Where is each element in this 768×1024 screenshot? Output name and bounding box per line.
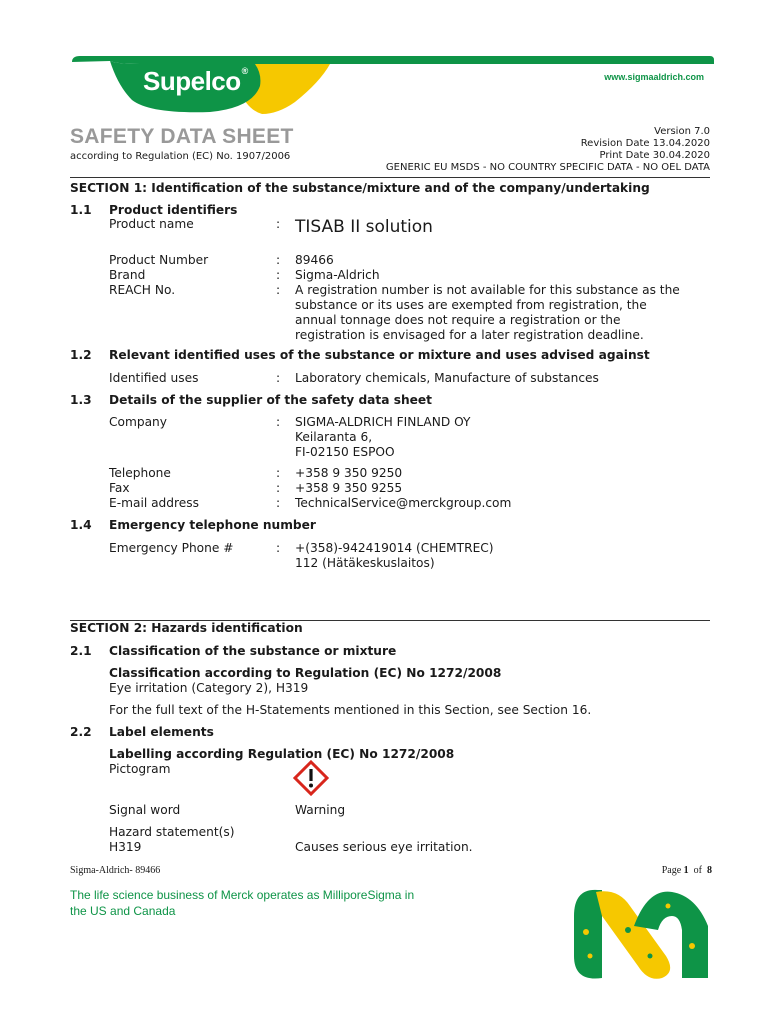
h319-label: H319 [109, 840, 142, 854]
version-block [386, 126, 710, 174]
merck-line: the US and Canada [70, 904, 176, 918]
colon: : [276, 496, 281, 510]
emergency-line[interactable]: +(358)-942419014 (CHEMTREC) [295, 541, 494, 555]
brand-logo [143, 66, 248, 97]
s1-1-num: 1.1 [70, 203, 92, 217]
website-link[interactable]: www.sigmaaldrich.com [604, 72, 704, 82]
version: Version 7.0 [654, 126, 710, 137]
s2-1-num: 2.1 [70, 644, 92, 658]
s2-1-title: Classification of the substance or mixture [109, 644, 397, 658]
hazard-statements-label: Hazard statement(s) [109, 825, 235, 839]
s2-2-title: Label elements [109, 725, 214, 739]
s1-4-num: 1.4 [70, 518, 92, 532]
brand-value: Sigma-Aldrich [295, 268, 380, 282]
labelling-heading: Labelling according Regulation (EC) No 1272/2008 [109, 747, 455, 761]
classification-heading: Classification according to Regulation (EC) No 1272/2008 [109, 666, 502, 680]
divider [70, 177, 710, 178]
section1-title: SECTION 1: Identification of the substance/mixture and of the company/undertaking [70, 181, 650, 195]
emergency-value [295, 541, 494, 571]
product-number-label: Product Number [109, 253, 209, 267]
product-number-value: 89466 [295, 253, 334, 267]
merck-line: The life science business of Merck operates as MilliporeSigma in [70, 888, 415, 902]
reach-line: substance or its uses are exempted from registration, the [295, 298, 647, 312]
uses-label: Identified uses [109, 371, 199, 385]
footer-product-ref: Sigma-Aldrich- 89466 [70, 865, 161, 876]
reach-line: registration is envisaged for a later registration deadline. [295, 328, 644, 342]
company-line: SIGMA-ALDRICH FINLAND OY [295, 415, 471, 429]
brand-label: Brand [109, 268, 146, 282]
signal-word-label: Signal word [109, 803, 181, 817]
product-name-label: Product name [109, 217, 194, 231]
reach-label: REACH No. [109, 283, 176, 297]
logo-mark: ® [241, 66, 248, 76]
s1-4-title: Emergency telephone number [109, 518, 316, 532]
header-banner [0, 52, 768, 118]
page-total: 8 [707, 865, 712, 876]
company-line: Keilaranta 6, [295, 430, 373, 444]
s1-2-num: 1.2 [70, 348, 92, 362]
product-name-value: TISAB II solution [295, 217, 433, 237]
exclamation-pictogram-icon [293, 760, 329, 796]
full-text-note: For the full text of the H-Statements mentioned in this Section, see Section 16. [109, 703, 592, 717]
generic-note: GENERIC EU MSDS - NO COUNTRY SPECIFIC DATA - NO OEL DATA [385, 162, 710, 173]
page-word: Page [661, 865, 682, 876]
emergency-label: Emergency Phone # [109, 541, 234, 555]
classification-value: Eye irritation (Category 2), H319 [109, 681, 309, 695]
colon: : [276, 481, 281, 495]
page-indicator [662, 865, 712, 876]
reach-line: A registration number is not available for this substance as the [295, 283, 680, 297]
fax-label: Fax [109, 481, 130, 495]
reach-line: annual tonnage does not require a registration or the [295, 313, 621, 327]
s1-1-title: Product identifiers [109, 203, 238, 217]
signal-word-value: Warning [295, 803, 346, 817]
print-date: Print Date 30.04.2020 [599, 150, 710, 161]
colon: : [276, 415, 281, 429]
page-number: 1 [683, 865, 689, 876]
merck-statement [70, 887, 414, 919]
s1-3-title: Details of the supplier of the safety data sheet [109, 393, 432, 407]
company-label: Company [109, 415, 167, 429]
telephone-value[interactable]: +358 9 350 9250 [295, 466, 403, 480]
colon: : [276, 466, 281, 480]
colon: : [276, 268, 281, 282]
colon: : [276, 371, 281, 385]
email-value[interactable]: TechnicalService@merckgroup.com [295, 496, 512, 510]
section2-title: SECTION 2: Hazards identification [70, 621, 303, 635]
colon: : [276, 217, 281, 231]
colon: : [276, 541, 281, 555]
email-label: E-mail address [109, 496, 199, 510]
reach-value [295, 283, 680, 343]
doc-title: SAFETY DATA SHEET [70, 125, 294, 148]
fax-value: +358 9 350 9255 [295, 481, 403, 495]
merck-logo-icon [568, 886, 714, 984]
company-line: FI-02150 ESPOO [295, 445, 395, 459]
pictogram-label: Pictogram [109, 762, 171, 776]
emergency-line: 112 (Hätäkeskuslaitos) [295, 556, 435, 570]
colon: : [276, 253, 281, 267]
s2-2-num: 2.2 [70, 725, 92, 739]
colon: : [276, 283, 281, 297]
s1-2-title: Relevant identified uses of the substance or mixture and uses advised against [109, 348, 650, 362]
uses-value: Laboratory chemicals, Manufacture of substances [295, 371, 599, 385]
revision-date: Revision Date 13.04.2020 [580, 138, 710, 149]
regulation-text: according to Regulation (EC) No. 1907/2006 [70, 151, 291, 162]
h319-value: Causes serious eye irritation. [295, 840, 473, 854]
logo-text: Supelco [143, 66, 241, 96]
telephone-label: Telephone [109, 466, 171, 480]
s1-3-num: 1.3 [70, 393, 92, 407]
company-value [295, 415, 471, 460]
of-word: of [693, 865, 702, 876]
